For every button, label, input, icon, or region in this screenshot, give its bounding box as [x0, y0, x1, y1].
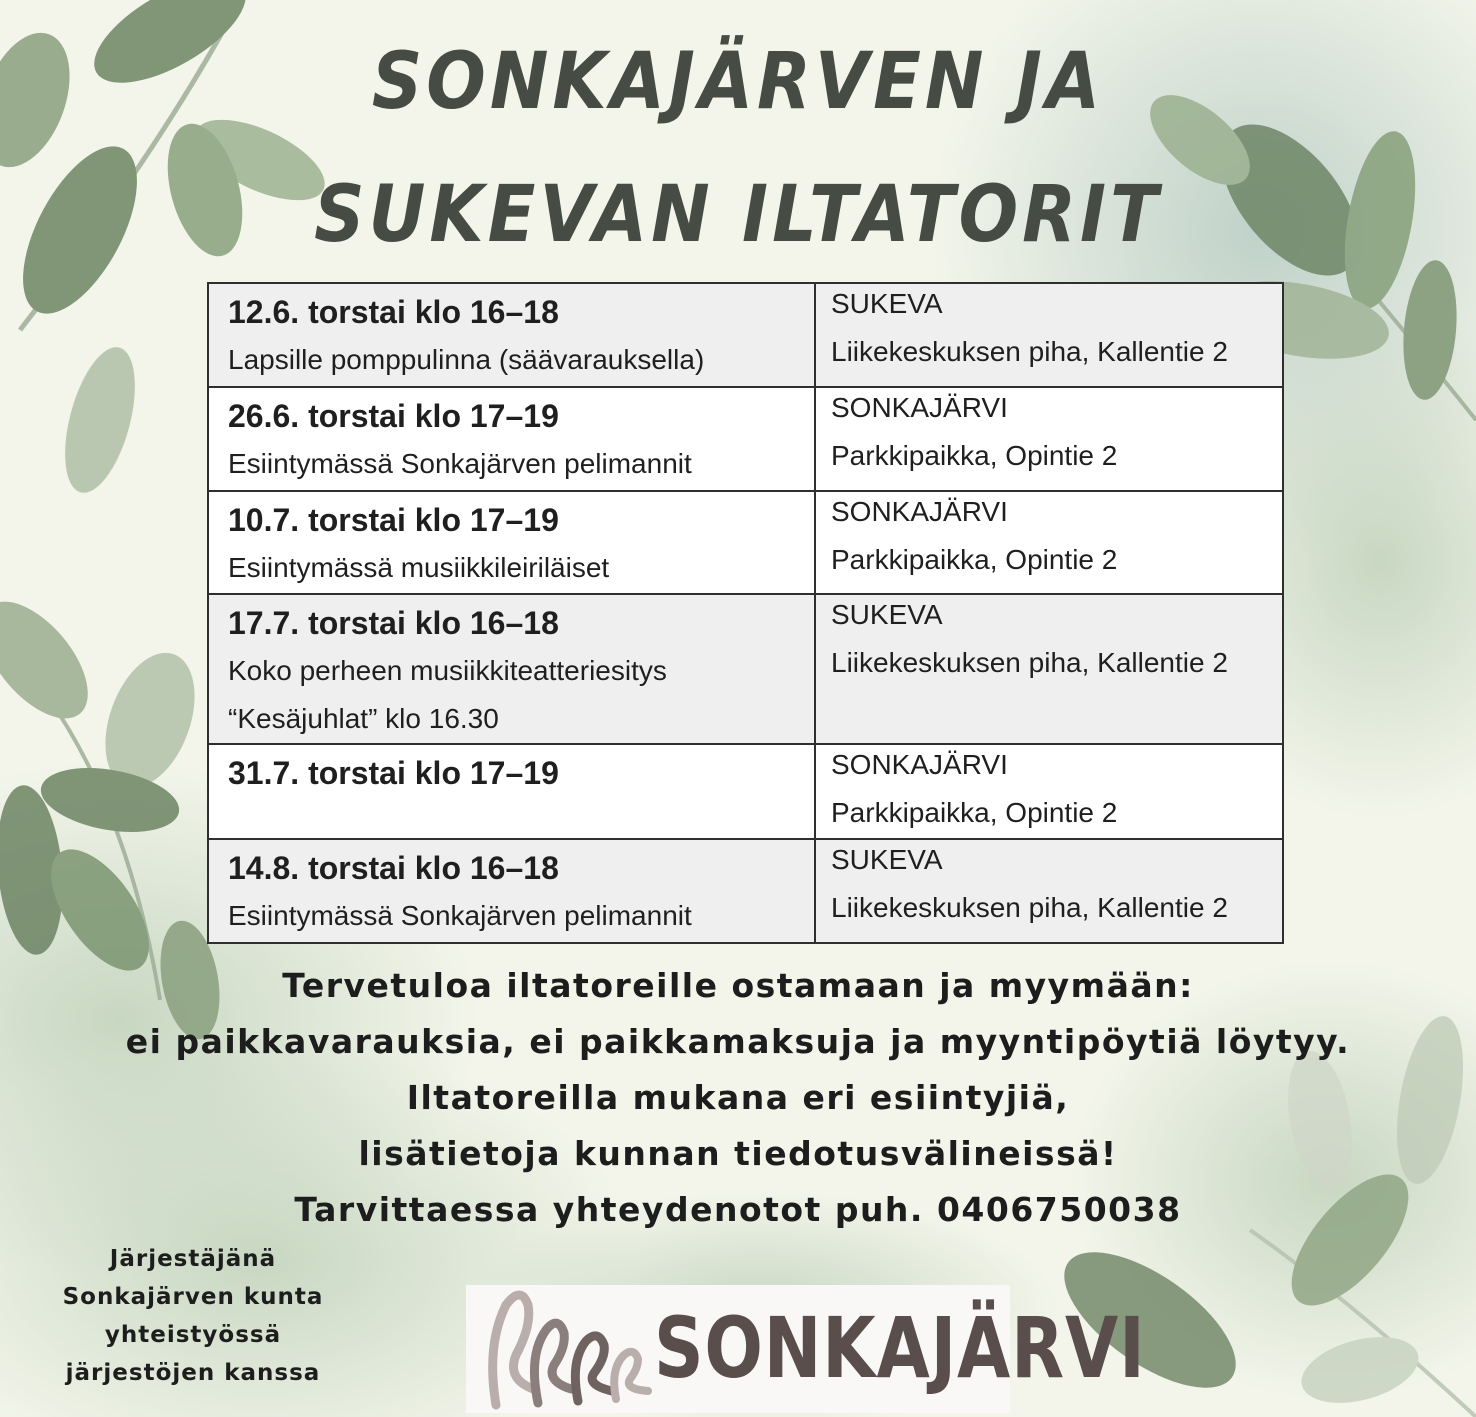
event-town: SUKEVA [831, 288, 943, 319]
organizer-line: Järjestäjänä [109, 1246, 277, 1272]
event-description: Koko perheen musiikkiteatteriesitys [228, 655, 667, 686]
event-address: Parkkipaikka, Opintie 2 [831, 797, 1118, 828]
title-line-2: SUKEVAN ILTATORIT [314, 168, 1162, 260]
event-cell [208, 594, 815, 744]
info-text [0, 958, 1476, 1238]
location-cell [815, 387, 1283, 491]
event-address: Parkkipaikka, Opintie 2 [831, 544, 1118, 575]
event-address: Liikekeskuksen piha, Kallentie 2 [831, 647, 1228, 678]
swans-logo-icon [466, 1285, 656, 1413]
event-cell [208, 839, 815, 943]
location-cell [815, 744, 1283, 839]
organizer-line: yhteistyössä [104, 1322, 282, 1348]
info-line: ei paikkavarauksia, ei paikkamaksuja ja myyntipöytiä löytyy. [125, 1022, 1351, 1061]
event-date: 12.6. torstai klo 16–18 [228, 294, 559, 330]
event-town: SONKAJÄRVI [831, 496, 1008, 527]
event-cell [208, 744, 815, 839]
event-town: SONKAJÄRVI [831, 749, 1008, 780]
sonkajarvi-logo [466, 1285, 1146, 1413]
schedule-table [207, 282, 1284, 944]
event-address: Parkkipaikka, Opintie 2 [831, 440, 1118, 471]
table-row [208, 594, 1283, 744]
organizer-line: järjestöjen kanssa [65, 1360, 321, 1386]
event-cell [208, 491, 815, 594]
event-description: “Kesäjuhlat” klo 16.30 [228, 703, 499, 734]
info-line: lisätietoja kunnan tiedotusvälineissä! [358, 1134, 1118, 1173]
event-date: 14.8. torstai klo 16–18 [228, 850, 559, 886]
event-town: SUKEVA [831, 844, 943, 875]
event-date: 26.6. torstai klo 17–19 [228, 398, 559, 434]
location-cell [815, 839, 1283, 943]
location-cell [815, 283, 1283, 387]
event-date: 17.7. torstai klo 16–18 [228, 605, 559, 641]
table-row [208, 491, 1283, 594]
table-row [208, 387, 1283, 491]
event-description: Esiintymässä musiikkileiriläiset [228, 552, 610, 583]
info-line: Tarvittaessa yhteydenotot puh. 0406750038 [294, 1190, 1182, 1229]
event-address: Liikekeskuksen piha, Kallentie 2 [831, 336, 1228, 367]
organizer-text [48, 1240, 338, 1392]
event-date: 10.7. torstai klo 17–19 [228, 502, 559, 538]
event-description: Esiintymässä Sonkajärven pelimannit [228, 448, 692, 479]
event-address: Liikekeskuksen piha, Kallentie 2 [831, 892, 1228, 923]
event-description: Esiintymässä Sonkajärven pelimannit [228, 900, 692, 931]
location-cell [815, 491, 1283, 594]
logo-text: SONKAJÄRVI [654, 1299, 1146, 1397]
event-cell [208, 387, 815, 491]
event-town: SONKAJÄRVI [831, 392, 1008, 423]
event-date: 31.7. torstai klo 17–19 [228, 755, 559, 791]
table-row [208, 283, 1283, 387]
event-description: Lapsille pomppulinna (säävarauksella) [228, 344, 705, 375]
event-cell [208, 283, 815, 387]
info-line: Tervetuloa iltatoreille ostamaan ja myymään: [282, 966, 1194, 1005]
location-cell [815, 594, 1283, 744]
table-row [208, 744, 1283, 839]
info-line: Iltatoreilla mukana eri esiintyjiä, [406, 1078, 1070, 1117]
title-line-1: SONKAJÄRVEN JA [371, 35, 1105, 127]
table-row [208, 839, 1283, 943]
organizer-line: Sonkajärven kunta [62, 1284, 324, 1310]
event-town: SUKEVA [831, 599, 943, 630]
